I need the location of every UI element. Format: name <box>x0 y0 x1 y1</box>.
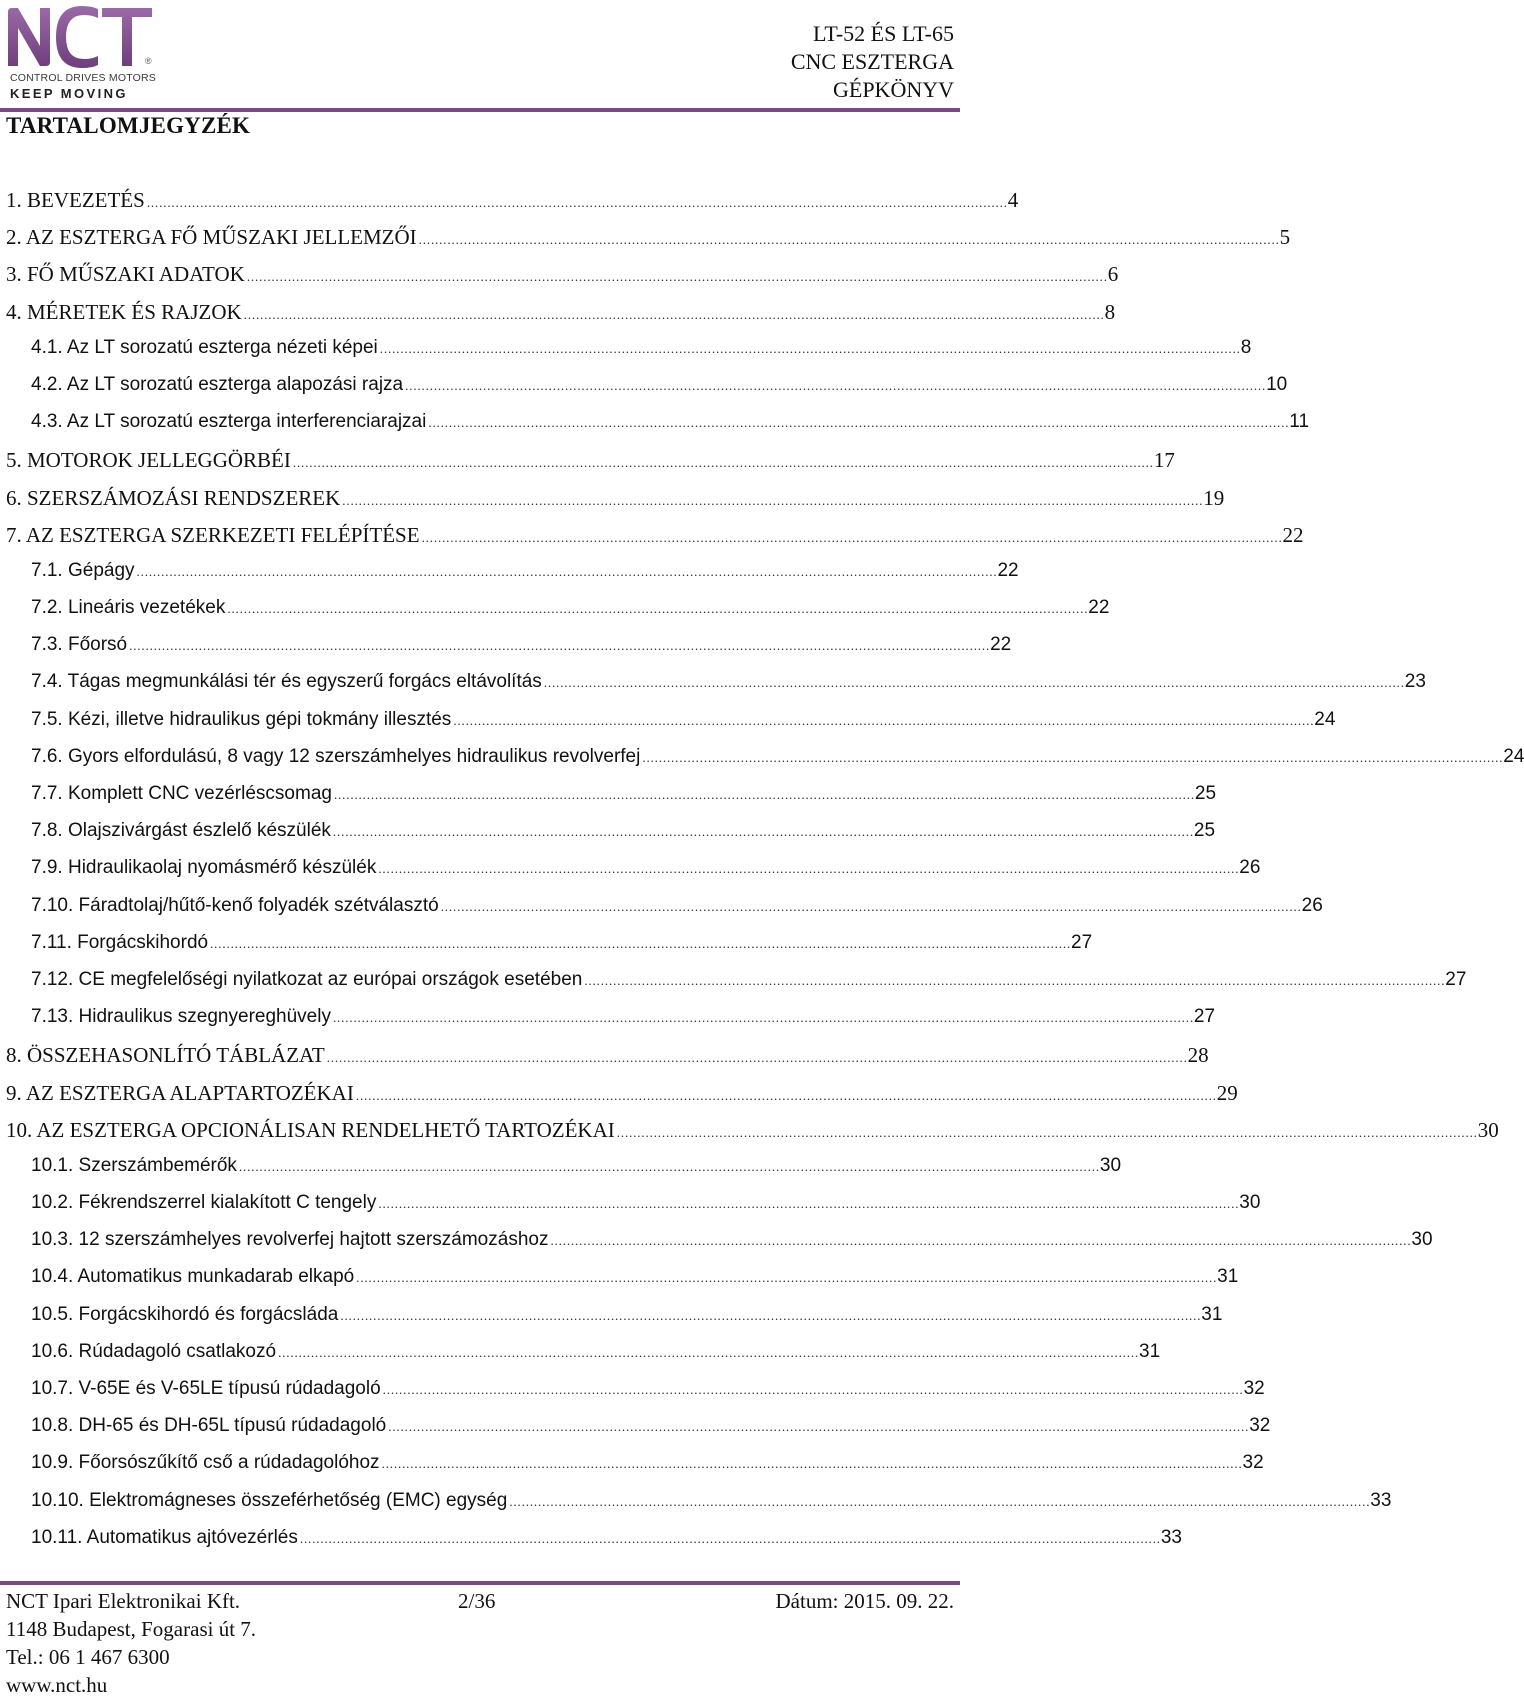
toc-dot-leader <box>129 638 988 654</box>
toc-entry-page: 31 <box>1217 1266 1239 1288</box>
toc-dot-leader <box>356 1270 1215 1286</box>
toc-entry-page: 10 <box>1266 373 1288 395</box>
toc-entry-title: 4.1. Az LT sorozatú eszterga nézeti képei <box>31 336 378 358</box>
toc-entry-page: 24 <box>1314 708 1336 730</box>
footer-row <box>6 1587 954 1615</box>
toc-entry-page: 33 <box>1370 1489 1392 1511</box>
toc-entry-title: 2. AZ ESZTERGA FŐ MŰSZAKI JELLEMZŐI <box>6 225 417 250</box>
toc-dot-leader <box>422 530 1281 546</box>
toc-entry[interactable] <box>0 485 1225 523</box>
toc-entry-page: 22 <box>1282 522 1304 547</box>
toc-dot-leader <box>356 1088 1215 1104</box>
toc-dot-leader <box>333 1010 1192 1026</box>
logo-slogan: KEEP MOVING <box>10 86 128 101</box>
toc-entry-page: 26 <box>1301 894 1323 916</box>
toc-entry-title: 7.7. Komplett CNC vezérléscsomag <box>31 783 332 804</box>
toc-entry-page: 11 <box>1289 411 1310 433</box>
toc-dot-leader <box>327 1050 1186 1066</box>
footer-page-number: 2/36 <box>458 1589 496 1613</box>
toc-entry-title: 7.3. Főorsó <box>31 634 128 656</box>
toc-entry[interactable] <box>0 522 1304 560</box>
toc-entry-page: 22 <box>990 634 1012 656</box>
toc-entry[interactable] <box>0 373 1288 411</box>
toc-dot-leader <box>342 493 1201 509</box>
toc-entry-page: 31 <box>1139 1340 1161 1362</box>
page-header <box>0 0 960 112</box>
toc-entry[interactable] <box>0 1154 1122 1192</box>
toc-entry[interactable] <box>0 1043 1209 1080</box>
toc-dot-leader <box>378 1196 1237 1212</box>
toc-entry-title: 7.5. Kézi, illetve hidraulikus gépi tokmány illesztés <box>31 708 452 730</box>
toc-entry-page: 32 <box>1242 1452 1264 1474</box>
footer-divider <box>0 1581 960 1585</box>
nct-logo-mark <box>6 6 156 68</box>
toc-entry[interactable] <box>0 671 1426 708</box>
toc-dot-leader <box>388 1419 1247 1435</box>
toc-entry-page: 30 <box>1477 1117 1499 1142</box>
toc-entry-title: 7.8. Olajszivárgást észlelő készülék <box>31 820 331 842</box>
toc-dot-leader <box>300 1531 1159 1547</box>
toc-entry-title: 6. SZERSZÁMOZÁSI RENDSZEREK <box>6 485 341 510</box>
toc-entry-page: 31 <box>1201 1303 1223 1325</box>
toc-dot-leader <box>419 232 1278 248</box>
toc-entry-title: 7.12. CE megfelelőségi nyilatkozat az európai országok esetében <box>31 968 583 990</box>
toc-dot-leader <box>378 861 1237 877</box>
document-title-line-3: GÉPKÖNYV <box>833 77 954 102</box>
toc-entry[interactable] <box>0 1117 1499 1155</box>
toc-entry-title: 10.7. V-65E és V-65LE típusú rúdadagoló <box>31 1378 381 1399</box>
toc-dot-leader <box>453 713 1312 729</box>
toc-entry[interactable] <box>0 188 1019 225</box>
footer-date: Dátum: 2015. 09. 22. <box>775 1589 954 1613</box>
toc-entry-page: 30 <box>1411 1229 1433 1251</box>
document-title-line-1: LT-52 ÉS LT-65 <box>812 21 954 46</box>
toc-entry[interactable] <box>0 559 1019 597</box>
toc-entry-title: 10.9. Főorsószűkítő cső a rúdadagolóhoz <box>31 1452 380 1474</box>
toc-entry[interactable] <box>0 1340 1161 1378</box>
toc-entry-title: 7.10. Fáradtolaj/hűtő-kenő folyadék szétválasztó <box>31 894 439 916</box>
toc-entry-title: 7.4. Tágas megmunkálási tér és egyszerű forgács eltávolítás <box>31 671 542 693</box>
toc-entry-page: 25 <box>1193 820 1216 842</box>
toc-entry[interactable] <box>0 783 1217 820</box>
toc-entry-title: 7.13. Hidraulikus szegnyereghüvely <box>31 1006 331 1028</box>
footer-phone: Tel.: 06 1 467 6300 <box>6 1645 170 1669</box>
toc-entry-title: 7.11. Forgácskihordó <box>31 931 209 953</box>
toc-dot-leader <box>244 307 1103 323</box>
toc-entry[interactable] <box>0 1378 1265 1415</box>
toc-entry-page: 23 <box>1404 671 1426 693</box>
toc-dot-leader <box>441 899 1300 915</box>
toc-entry-page: 29 <box>1216 1080 1238 1105</box>
toc-dot-leader <box>147 195 1006 211</box>
toc-dot-leader <box>584 973 1443 989</box>
toc-entry-title: 7.6. Gyors elfordulású, 8 vagy 12 szerszámhelyes hidraulikus revolverfej <box>31 745 641 767</box>
toc-entry-page: 8 <box>1240 336 1252 358</box>
toc-entry-title: 10.11. Automatikus ajtóvezérlés <box>31 1526 298 1548</box>
toc-entry-title: 10.8. DH-65 és DH-65L típusú rúdadagoló <box>31 1415 387 1437</box>
header-divider <box>0 108 960 112</box>
toc-entry-page: 22 <box>1088 597 1110 619</box>
toc-entry-page: 27 <box>1071 931 1093 953</box>
toc-entry-title: 7.1. Gépágy <box>31 559 135 581</box>
toc-entry-title: 7.9. Hidraulikaolaj nyomásmérő készülék <box>31 857 377 879</box>
toc-entry[interactable] <box>0 448 1175 485</box>
toc-entry-page: 32 <box>1243 1378 1265 1399</box>
footer-website[interactable]: www.nct.hu <box>6 1673 108 1697</box>
toc-entry[interactable] <box>0 1489 1392 1527</box>
toc-entry[interactable] <box>0 1192 1261 1229</box>
toc-entry[interactable] <box>0 1303 1223 1341</box>
toc-entry[interactable] <box>0 634 1012 671</box>
nct-logo <box>6 6 156 102</box>
toc-entry[interactable] <box>0 857 1261 894</box>
toc-entry-page: 27 <box>1193 1006 1216 1028</box>
toc-dot-leader <box>278 1345 1137 1361</box>
toc-entry[interactable] <box>0 597 1110 634</box>
toc-dot-leader <box>210 936 1069 952</box>
toc-dot-leader <box>334 787 1193 803</box>
toc-entry[interactable] <box>0 411 1310 448</box>
toc-entry-page: 22 <box>997 559 1019 581</box>
toc-dot-leader <box>617 1125 1476 1141</box>
toc-entry-title: 9. AZ ESZTERGA ALAPTARTOZÉKAI <box>6 1080 354 1105</box>
toc-dot-leader <box>293 455 1152 471</box>
toc-entry-title: 10.5. Forgácskihordó és forgácsláda <box>31 1303 339 1325</box>
toc-entry[interactable] <box>0 708 1336 746</box>
toc-entry-page: 30 <box>1239 1192 1261 1214</box>
toc-entry-title: 10.3. 12 szerszámhelyes revolverfej hajtott szerszámozáshoz <box>31 1229 549 1251</box>
toc-dot-leader <box>227 601 1086 617</box>
toc-entry[interactable] <box>0 1266 1239 1303</box>
toc-dot-leader <box>544 675 1403 691</box>
table-of-contents <box>0 188 1524 1564</box>
footer-company: NCT Ipari Elektronikai Kft. <box>6 1589 241 1613</box>
toc-entry-page: 5 <box>1279 225 1291 250</box>
toc-entry-page: 27 <box>1445 968 1467 990</box>
toc-dot-leader <box>382 1456 1241 1472</box>
toc-dot-leader <box>642 750 1501 766</box>
toc-entry-title: 10.4. Automatikus munkadarab elkapó <box>31 1266 355 1288</box>
toc-entry-page: 6 <box>1107 262 1119 287</box>
toc-entry-page: 24 <box>1503 745 1524 767</box>
toc-entry-page: 4 <box>1007 188 1019 212</box>
toc-dot-leader <box>509 1494 1368 1510</box>
footer-address: 1148 Budapest, Fogarasi út 7. <box>6 1617 257 1641</box>
page-footer <box>6 1587 954 1699</box>
toc-entry-page: 30 <box>1099 1154 1122 1176</box>
toc-entry-title: 10.6. Rúdadagoló csatlakozó <box>31 1340 277 1362</box>
toc-entry[interactable] <box>0 1006 1216 1043</box>
toc-dot-leader <box>333 824 1192 840</box>
toc-dot-leader <box>428 415 1287 431</box>
toc-dot-leader <box>383 1382 1242 1398</box>
toc-dot-leader <box>380 341 1239 357</box>
toc-entry-page: 19 <box>1203 485 1225 510</box>
toc-entry-title: 10. AZ ESZTERGA OPCIONÁLISAN RENDELHETŐ TARTOZÉKAI <box>6 1117 615 1142</box>
toc-entry-title: 8. ÖSSZEHASONLÍTÓ TÁBLÁZAT <box>6 1043 325 1068</box>
toc-entry[interactable] <box>0 1452 1264 1489</box>
toc-entry[interactable] <box>0 820 1216 857</box>
toc-entry-title: 3. FŐ MŰSZAKI ADATOK <box>6 262 245 287</box>
logo-tagline: CONTROL DRIVES MOTORS <box>10 72 156 84</box>
toc-dot-leader <box>340 1308 1199 1324</box>
toc-entry-page: 28 <box>1187 1043 1209 1068</box>
toc-entry-title: 4.2. Az LT sorozatú eszterga alapozási rajza <box>31 373 404 395</box>
toc-entry[interactable] <box>0 931 1093 969</box>
toc-entry[interactable] <box>0 894 1323 932</box>
toc-entry[interactable] <box>0 262 1119 299</box>
toc-entry[interactable] <box>0 1415 1271 1452</box>
toc-entry-title: 7.2. Lineáris vezetékek <box>31 597 226 619</box>
toc-entry[interactable] <box>0 1229 1433 1266</box>
toc-entry-title: 10.1. Szerszámbemérők <box>31 1154 237 1176</box>
toc-entry-title: 4. MÉRETEK ÉS RAJZOK <box>6 299 242 324</box>
toc-entry-title: 10.10. Elektromágneses összeférhetőség (EMC) egység <box>31 1489 508 1511</box>
document-title <box>791 20 954 104</box>
toc-heading: TARTALOMJEGYZÉK <box>6 113 251 138</box>
toc-dot-leader <box>550 1233 1409 1249</box>
toc-entry[interactable] <box>0 745 1524 783</box>
toc-entry-title: 1. BEVEZETÉS <box>6 188 145 212</box>
toc-entry-title: 10.2. Fékrendszerrel kialakított C tengely <box>31 1192 377 1214</box>
toc-dot-leader <box>137 564 996 580</box>
toc-entry-page: 32 <box>1249 1415 1271 1437</box>
toc-dot-leader <box>239 1159 1098 1175</box>
toc-entry-page: 8 <box>1104 299 1116 324</box>
toc-entry-page: 25 <box>1194 783 1217 804</box>
document-title-line-2: CNC ESZTERGA <box>790 49 954 74</box>
toc-entry[interactable] <box>0 1080 1238 1118</box>
toc-entry-title: 4.3. Az LT sorozatú eszterga interferenciarajzai <box>31 411 427 433</box>
toc-entry[interactable] <box>0 968 1467 1006</box>
toc-dot-leader <box>405 378 1264 394</box>
toc-entry-title: 5. MOTOROK JELLEGGÖRBÉI <box>6 448 291 473</box>
toc-entry-page: 33 <box>1160 1526 1182 1548</box>
toc-entry[interactable] <box>0 1526 1182 1564</box>
logo-registered-mark: ® <box>145 56 152 66</box>
toc-entry[interactable] <box>0 336 1252 374</box>
toc-entry[interactable] <box>0 225 1291 262</box>
toc-entry-title: 7. AZ ESZTERGA SZERKEZETI FELÉPÍTÉSE <box>6 522 420 547</box>
toc-entry-page: 17 <box>1153 448 1175 473</box>
toc-entry[interactable] <box>0 299 1116 337</box>
toc-dot-leader <box>247 269 1106 285</box>
toc-entry-page: 26 <box>1239 857 1261 879</box>
